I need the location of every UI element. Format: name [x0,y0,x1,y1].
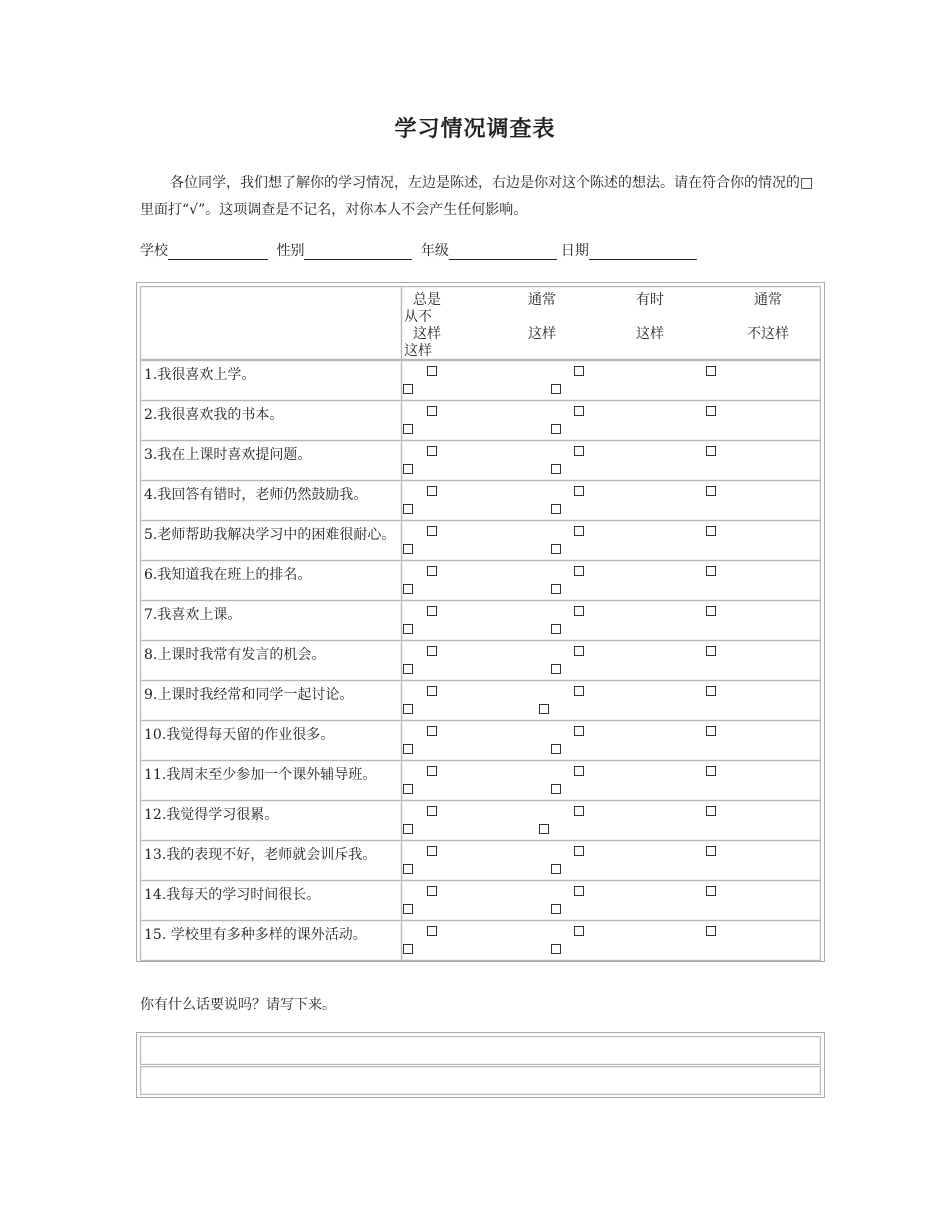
checkbox[interactable] [427,526,437,536]
options-cell [401,440,821,481]
checkbox[interactable] [427,486,437,496]
options-cell [401,920,821,961]
options-cell [401,520,821,561]
checkbox[interactable] [574,686,584,696]
checkbox[interactable] [706,406,716,416]
checkbox[interactable] [706,806,716,816]
checkbox[interactable] [427,606,437,616]
checkbox[interactable] [427,366,437,376]
table-row [140,800,402,841]
checkbox[interactable] [427,886,437,896]
intro-paragraph: 各位同学，我们想了解你的学习情况，左边是陈述，右边是你对这个陈述的想法。请在符合你的情况的□里面打“√”。这项调查是不记名，对你本人不会产生任何影响。 [140,175,814,218]
checkbox[interactable] [427,766,437,776]
options-cell [401,880,821,921]
school-label: 学校 [140,243,168,259]
checkbox[interactable] [706,846,716,856]
checkbox[interactable] [706,606,716,616]
checkbox[interactable] [574,886,584,896]
table-row [140,600,402,641]
checkbox[interactable] [706,686,716,696]
checkbox[interactable] [403,744,413,754]
school-blank[interactable] [168,243,268,260]
comment-box [136,1032,825,1098]
comment-line-1[interactable] [140,1036,821,1065]
checkbox[interactable] [706,486,716,496]
statement-text: 6.我知道我在班上的排名。 [144,567,312,583]
checkbox[interactable] [574,566,584,576]
checkbox[interactable] [403,904,413,914]
options-cell [401,600,821,641]
checkbox[interactable] [403,544,413,554]
header-always-never: 总是 从不 这样 这样 [404,292,441,359]
checkbox[interactable] [706,926,716,936]
date-blank[interactable] [589,243,697,260]
survey-table [136,282,825,962]
options-cell [401,400,821,441]
header-statement-cell [140,286,402,360]
checkbox[interactable] [427,446,437,456]
options-cell [401,720,821,761]
info-line [140,240,701,260]
header-sometimes: 有时 这样 [636,292,664,342]
checkbox[interactable] [427,406,437,416]
checkbox[interactable] [551,384,561,394]
checkbox[interactable] [403,584,413,594]
options-cell [401,760,821,801]
checkbox[interactable] [551,744,561,754]
checkbox[interactable] [403,464,413,474]
table-row [140,680,402,721]
checkbox[interactable] [574,806,584,816]
table-row [140,720,402,761]
table-row [140,520,402,561]
checkbox[interactable] [403,664,413,674]
options-cell [401,800,821,841]
checkbox[interactable] [403,424,413,434]
checkbox[interactable] [427,646,437,656]
gender-label: 性别 [276,243,305,259]
checkbox[interactable] [539,704,549,714]
checkbox[interactable] [403,504,413,514]
checkbox[interactable] [706,646,716,656]
comment-prompt: 你有什么话要说吗？请写下来。 [140,997,336,1013]
table-row [140,640,402,681]
statement-text: 13.我的表现不好，老师就会训斥我。 [144,847,377,863]
checkbox[interactable] [706,526,716,536]
checkbox[interactable] [403,864,413,874]
checkbox[interactable] [706,446,716,456]
statement-text: 10.我觉得每天留的作业很多。 [144,727,335,743]
checkbox[interactable] [403,784,413,794]
checkbox[interactable] [574,926,584,936]
statement-text: 11.我周末至少参加一个课外辅导班。 [144,767,377,783]
checkbox[interactable] [551,504,561,514]
statement-text: 1.我很喜欢上学。 [144,367,256,383]
header-usually-not: 通常 不这样 [747,292,789,342]
checkbox[interactable] [574,366,584,376]
statement-text: 7.我喜欢上课。 [144,607,242,623]
page-title: 学习情况调查表 [394,116,556,142]
checkbox[interactable] [574,766,584,776]
checkbox[interactable] [706,766,716,776]
date-label: 日期 [560,243,589,259]
statement-text: 9.上课时我经常和同学一起讨论。 [144,687,354,703]
checkbox[interactable] [551,784,561,794]
statement-text: 14.我每天的学习时间很长。 [144,887,321,903]
options-cell [401,560,821,601]
checkbox[interactable] [427,566,437,576]
checkbox[interactable] [574,446,584,456]
checkbox[interactable] [403,384,413,394]
statement-text: 4.我回答有错时，老师仍然鼓励我。 [144,487,368,503]
checkbox[interactable] [574,606,584,616]
table-row [140,920,402,961]
checkbox[interactable] [706,566,716,576]
checkbox[interactable] [574,726,584,736]
checkbox[interactable] [551,904,561,914]
options-cell [401,640,821,681]
grade-blank[interactable] [449,243,557,260]
checkbox[interactable] [539,824,549,834]
checkbox[interactable] [403,824,413,834]
checkbox[interactable] [427,846,437,856]
grade-label: 年级 [420,243,449,259]
checkbox[interactable] [403,704,413,714]
checkbox[interactable] [551,944,561,954]
checkbox[interactable] [427,686,437,696]
checkbox[interactable] [551,664,561,674]
statement-text: 8.上课时我常有发言的机会。 [144,647,326,663]
options-cell [401,360,821,401]
checkbox[interactable] [427,926,437,936]
checkbox[interactable] [574,406,584,416]
checkbox[interactable] [706,886,716,896]
checkbox[interactable] [427,806,437,816]
checkbox[interactable] [574,526,584,536]
checkbox[interactable] [551,544,561,554]
header-usually: 通常 这样 [528,292,556,342]
table-row [140,560,402,601]
checkbox[interactable] [403,624,413,634]
statement-text: 15. 学校里有多种多样的课外活动。 [144,927,367,943]
checkbox[interactable] [574,486,584,496]
checkbox[interactable] [706,366,716,376]
statement-text: 12.我觉得学习很累。 [144,807,279,823]
options-cell [401,480,821,521]
table-row [140,840,402,881]
checkbox[interactable] [551,864,561,874]
table-row [140,440,402,481]
table-row [140,880,402,921]
checkbox[interactable] [551,584,561,594]
options-cell [401,680,821,721]
statement-text: 5.老师帮助我解决学习中的困难很耐心。 [144,527,396,543]
checkbox[interactable] [574,846,584,856]
table-row [140,480,402,521]
checkbox[interactable] [427,726,437,736]
statement-text: 2.我很喜欢我的书本。 [144,407,284,423]
gender-blank[interactable] [304,243,412,260]
checkbox[interactable] [551,624,561,634]
checkbox[interactable] [403,944,413,954]
options-cell [401,840,821,881]
checkbox[interactable] [551,464,561,474]
table-row [140,360,402,401]
checkbox[interactable] [706,726,716,736]
table-row [140,400,402,441]
statement-text: 3.我在上课时喜欢提问题。 [144,447,312,463]
header-options-cell [401,286,821,360]
comment-line-2[interactable] [140,1066,821,1095]
checkbox[interactable] [574,646,584,656]
table-row [140,760,402,801]
checkbox[interactable] [551,424,561,434]
